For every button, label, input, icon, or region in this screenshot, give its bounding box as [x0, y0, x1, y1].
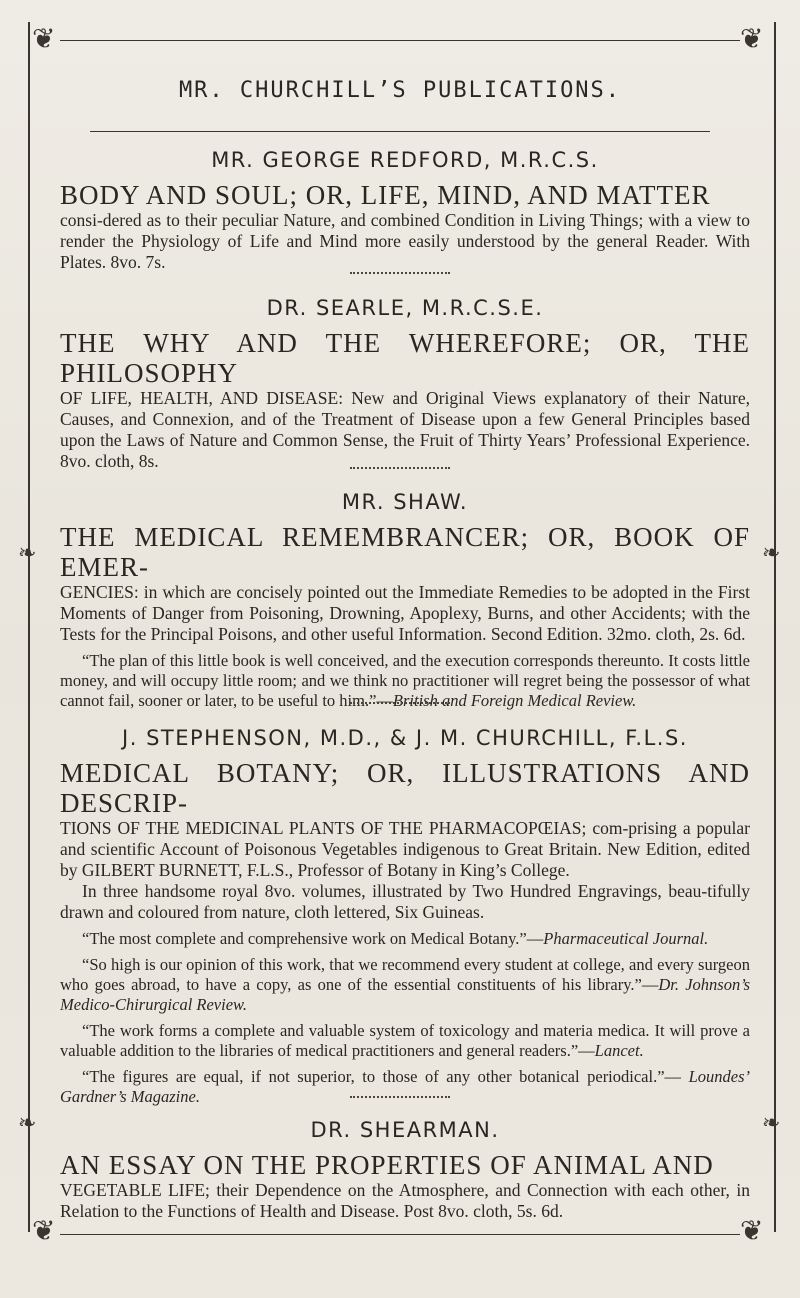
book-description: VEGETABLE LIFE; their Dependence on the Atmosphere, and Connection with each other, in Relation to the Functions of Health and Disease. Post 8vo. cloth, 5s. 6d. [60, 1180, 750, 1221]
corner-ornament-icon: ❦ [32, 1216, 56, 1247]
book-title: MEDICAL BOTANY; OR, ILLUSTRATIONS AND DESCRIP- [60, 758, 750, 818]
book-description: GENCIES: in which are concisely pointed out the Immediate Remedies to be adopted in the First Moments of Danger from Poisoning, Drowning, Apoplexy, Burns, and other Accidents; with the Tests for the Principal Poisons, and other useful Information. Second Edition. 32mo. cloth, 2s. 6d. [60, 582, 750, 644]
corner-ornament-icon: ❦ [740, 24, 764, 55]
quote-source: Lancet. [594, 1041, 644, 1060]
header-underline [90, 131, 710, 132]
quote-source: Dr. Johnson’s Medico-Chirurgical Review. [60, 975, 750, 1014]
quote-source: Loundes’ Gardner’s Magazine. [60, 1067, 750, 1106]
quote-source: Pharmaceutical Journal. [543, 929, 709, 948]
quote-text: “The most complete and comprehensive work on Medical Botany.”— [82, 929, 544, 948]
quote-source: British and Foreign Medical Review. [392, 691, 637, 710]
author-heading: DR. SEARLE, M.R.C.S.E. [266, 296, 544, 320]
section-shaw [60, 490, 750, 711]
author-heading: MR. SHAW. [341, 490, 469, 514]
review-quote [60, 929, 750, 949]
author-heading: J. STEPHENSON, M.D., & J. M. CHURCHILL, F.L.S. [122, 726, 688, 750]
book-edition-note: In three handsome royal 8vo. volumes, illustrated by Two Hundred Engravings, beau-tifully drawn and coloured from nature, cloth lettered, Six Guineas. [60, 881, 750, 922]
section-shearman [60, 1118, 750, 1222]
review-quote [60, 955, 750, 1015]
review-quote [60, 1067, 750, 1107]
book-description: OF LIFE, HEALTH, AND DISEASE: New and Original Views explanatory of their Nature, Causes, and Connexion, and of the Treatment of Disease upon a few General Principles based upon the Laws of Nature and Common Sense, the Fruit of Thirty Years’ Professional Experience. 8vo. cloth, 8s. [60, 388, 750, 471]
book-title: AN ESSAY ON THE PROPERTIES OF ANIMAL AND [60, 1150, 714, 1180]
section-searle [60, 296, 750, 472]
section-divider [350, 702, 450, 704]
quote-text: “The plan of this little book is well conceived, and the execution corresponds thereunto. It costs little money, and will occupy little room; and we think no practitioner will regret being the possessor of what cannot fail, sooner or later, to be useful to him.”— [60, 651, 750, 710]
book-description: TIONS OF THE MEDICINAL PLANTS OF THE PHARMACOPŒIAS; com-prising a popular and scientific Account of Poisonous Vegetables indigenous to Great Britain. New Edition, edited by GILBERT BURNETT, F.L.S., Professor of Botany in King’s College. [60, 818, 750, 880]
top-rule [60, 40, 740, 41]
bottom-rule [60, 1234, 740, 1235]
book-title: BODY AND SOUL; OR, LIFE, MIND, AND MATTER [60, 180, 711, 210]
corner-ornament-icon: ❦ [740, 1216, 764, 1247]
book-description: consi-dered as to their peculiar Nature, and combined Condition in Living Things; with a view to render the Physiology of Life and Mind more easily understood by the general Reader. With Plates. 8vo. 7s. [60, 210, 750, 272]
section-redford [60, 148, 750, 273]
section-stephenson-churchill [60, 726, 750, 1107]
review-quote [60, 1021, 750, 1061]
author-heading: DR. SHEARMAN. [310, 1118, 500, 1142]
book-title: THE MEDICAL REMEMBRANCER; OR, BOOK OF EMER- [60, 522, 750, 582]
book-title: THE WHY AND THE WHEREFORE; OR, THE PHILOSOPHY [60, 328, 750, 388]
side-ornament-icon: ❧ [762, 1110, 781, 1135]
author-heading: MR. GEORGE REDFORD, M.R.C.S. [211, 148, 599, 172]
corner-ornament-icon: ❦ [32, 24, 56, 55]
side-ornament-icon: ❧ [762, 540, 781, 565]
page-header: MR. CHURCHILL’S PUBLICATIONS. [178, 78, 622, 103]
section-divider [350, 1096, 450, 1098]
quote-text: “The figures are equal, if not superior, to those of any other botanical periodical.”— [82, 1067, 689, 1086]
side-ornament-icon: ❧ [18, 540, 37, 565]
section-divider [350, 467, 450, 469]
section-divider [350, 272, 450, 274]
side-ornament-icon: ❧ [18, 1110, 37, 1135]
quote-text: “So high is our opinion of this work, that we recommend every student at college, and every surgeon who goes abroad, to have a copy, as one of the essential constituents of his library.”— [60, 955, 750, 994]
quote-text: “The work forms a complete and valuable system of toxicology and materia medica. It will prove a valuable addition to the libraries of medical practitioners and general readers.”— [60, 1021, 750, 1060]
